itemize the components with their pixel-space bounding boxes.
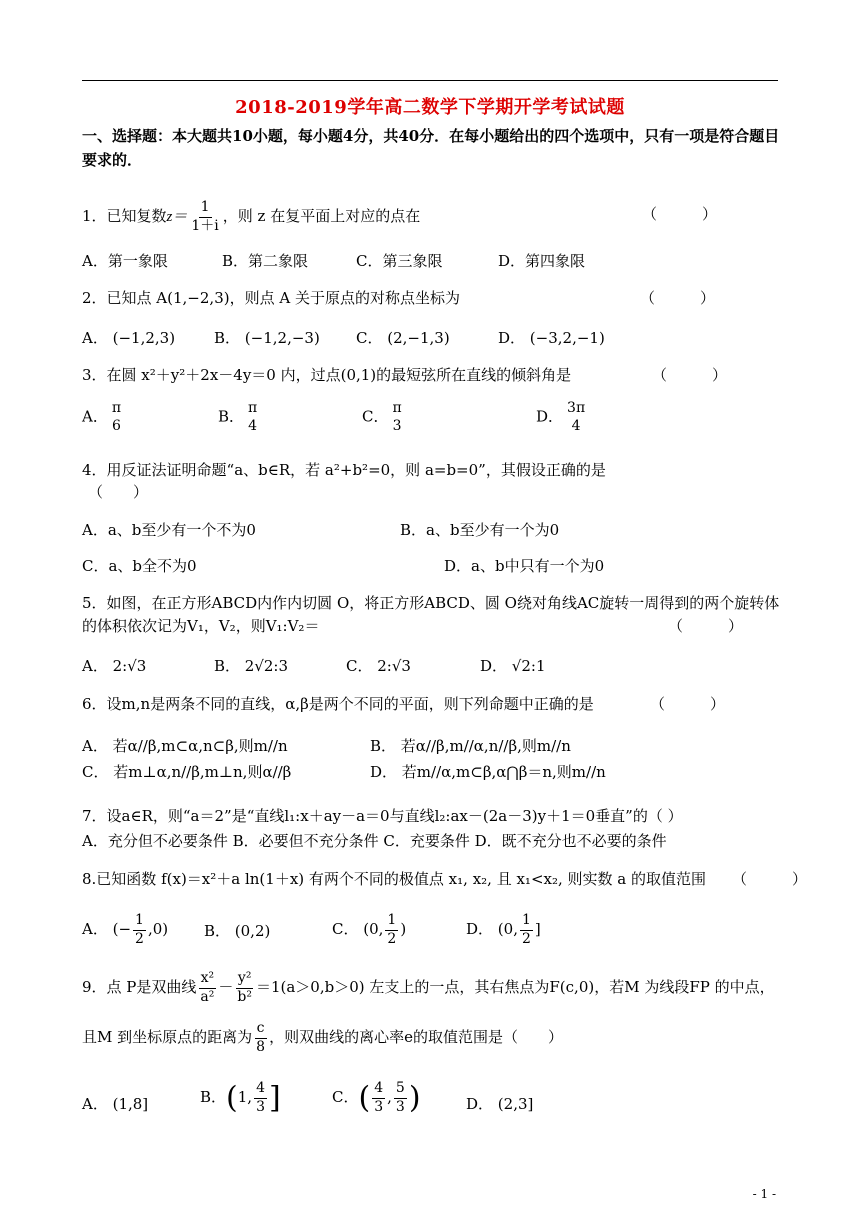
question-2: 2．已知点 A(1,−2,3)，则点 A 关于原点的对称点坐标为 <box>82 289 460 307</box>
option-a: A．第一象限 <box>82 252 168 270</box>
fraction: π 6 <box>111 400 122 434</box>
option-a: A． (− $\frac{1}{2}$ ,0) <box>82 912 169 947</box>
question-7-options: A．充分但不必要条件 B．必要但不充分条件 C．充要条件 D．既不充分也不必要的条件 <box>82 832 667 850</box>
answer-bracket: （ ） <box>88 483 149 501</box>
option-d: D．a、b中只有一个为0 <box>444 557 605 575</box>
option-c: C． 2:√3 <box>346 657 411 675</box>
fraction: $\frac{5}{3}$ <box>395 1080 405 1115</box>
option-a: A．a、b至少有一个不为0 <box>82 521 256 539</box>
question-4: 4．用反证法证明命题“a、b∈R，若 a²+b²=0，则 a=b=0”，其假设正确的是 <box>82 461 606 479</box>
option-d: D． (−3,2,−1) <box>498 329 605 347</box>
option-c: C． (0, $\frac{1}{2}$ ) <box>332 912 407 947</box>
question-5-line-1: 5．如图，在正方形ABCD内作内切圆 O，将正方形ABCD、圆 O绕对角线AC旋转一周得到的两个旋转体 <box>82 594 780 612</box>
option-a: A． (1,8] <box>82 1095 149 1113</box>
option-d: D． (2,3] <box>466 1095 534 1113</box>
fraction: π 4 <box>248 400 258 434</box>
option-a: A． 2:√3 <box>82 657 147 675</box>
header-rule <box>82 80 778 81</box>
option-b: B． π 4 <box>218 400 258 434</box>
option-c: C．第三象限 <box>356 252 443 270</box>
question-1: 1．已知复数z＝ $\frac{1}{1+i}$ ，则 z 在复平面上对应的点在 <box>82 199 421 234</box>
answer-bracket: （ ） <box>642 205 718 223</box>
fraction: $\frac{1}{2}$ <box>387 912 397 947</box>
option-d: D．第四象限 <box>498 252 586 270</box>
fraction: $\frac{4}{3}$ <box>256 1080 265 1115</box>
option-a: A． π 6 <box>82 400 122 434</box>
option-c: C． 若m⊥α,n//β,m⊥n,则α//β <box>82 763 292 781</box>
fraction: $\frac{1}{2}$ <box>521 912 531 947</box>
page-title: 2018-2019学年高二数学下学期开学考试试题 <box>235 97 625 118</box>
question-6: 6．设m,n是两条不同的直线，α,β是两个不同的平面，则下列命题中正确的是 <box>82 695 594 713</box>
fraction: 3π 4 <box>567 400 586 434</box>
answer-bracket: （ ） <box>732 870 808 888</box>
question-9-line-1: 9．点 P是双曲线 $\frac{\text{x²}}{\text{a²}}$ － $\frac{\text{y²}}{\text{b²}}$ ＝1(a＞0,b＞0) 左支上的一点，其右焦点为F(c,0)，若M 为线段FP 的中点， <box>82 970 775 1005</box>
answer-bracket: （ ） <box>650 695 726 713</box>
option-b: B． (−1,2,−3) <box>214 329 320 347</box>
option-c: C． (2,−1,3) <box>356 329 450 347</box>
fraction: π 3 <box>392 400 402 434</box>
option-a: A． 若α//β,m⊂α,n⊂β,则m//n <box>82 737 288 755</box>
option-a: A． (−1,2,3) <box>82 329 176 347</box>
fraction: $\frac{1}{1+i}$ <box>191 199 219 234</box>
option-d: D． 若m//α,m⊂β,α⋂β＝n,则m//n <box>370 763 606 781</box>
answer-bracket: （ ） <box>652 366 728 384</box>
question-3: 3．在圆 x²＋y²＋2x－4y＝0 内，过点(0,1)的最短弦所在直线的倾斜角是 <box>82 366 572 384</box>
question-9-line-2: 且M 到坐标原点的距离为 $\frac{c}{8}$ ，则双曲线的离心率e的取值范围是（ ） <box>82 1020 563 1055</box>
fraction: $\frac{c}{8}$ <box>256 1020 266 1055</box>
fraction: $\frac{4}{3}$ <box>374 1080 384 1115</box>
section-heading: 一、选择题：本大题共10小题，每小题4分，共40分．在每小题给出的四个选项中，只有一项是符合题目要求的． <box>82 127 780 169</box>
option-b: B． 2√2:3 <box>214 657 289 675</box>
option-b: B．(1, $\frac{4}{3}$ ] <box>200 1080 281 1116</box>
question-7: 7．设a∈R，则“a＝2”是“直线l₁:x＋ay－a＝0与直线l₂:ax－(2a－3)y＋1＝0垂直”的（ ） <box>82 807 683 825</box>
option-b: B． (0,2) <box>204 922 271 940</box>
question-8: 8.已知函数 f(x)＝x²＋a ln(1＋x) 有两个不同的极值点 x₁, x₂, 且 x₁<x₂, 则实数 a 的取值范围 <box>82 870 706 888</box>
fraction: $\frac{1}{2}$ <box>135 912 144 947</box>
option-d: D． √2:1 <box>480 657 546 675</box>
option-b: B．第二象限 <box>222 252 309 270</box>
option-c: C．a、b全不为0 <box>82 557 197 575</box>
question-5-line-2: 的体积依次记为V₁，V₂，则V₁:V₂＝ <box>82 617 320 635</box>
option-d: D． (0, $\frac{1}{2}$ ] <box>466 912 541 947</box>
option-b: B． 若α//β,m//α,n//β,则m//n <box>370 737 571 755</box>
fraction: $\frac{\text{y²}}{\text{b²}}$ <box>237 970 252 1005</box>
option-b: B．a、b至少有一个为0 <box>400 521 560 539</box>
fraction: $\frac{\text{x²}}{\text{a²}}$ <box>200 970 215 1005</box>
option-d: D． 3π 4 <box>536 400 586 434</box>
option-c: C． π 3 <box>362 400 402 434</box>
option-c: C．( $\frac{4}{3}$ , $\frac{5}{3}$ ) <box>332 1080 421 1116</box>
answer-bracket: （ ） <box>668 617 744 635</box>
page-number: - 1 - <box>752 1187 776 1201</box>
answer-bracket: （ ） <box>640 289 716 307</box>
